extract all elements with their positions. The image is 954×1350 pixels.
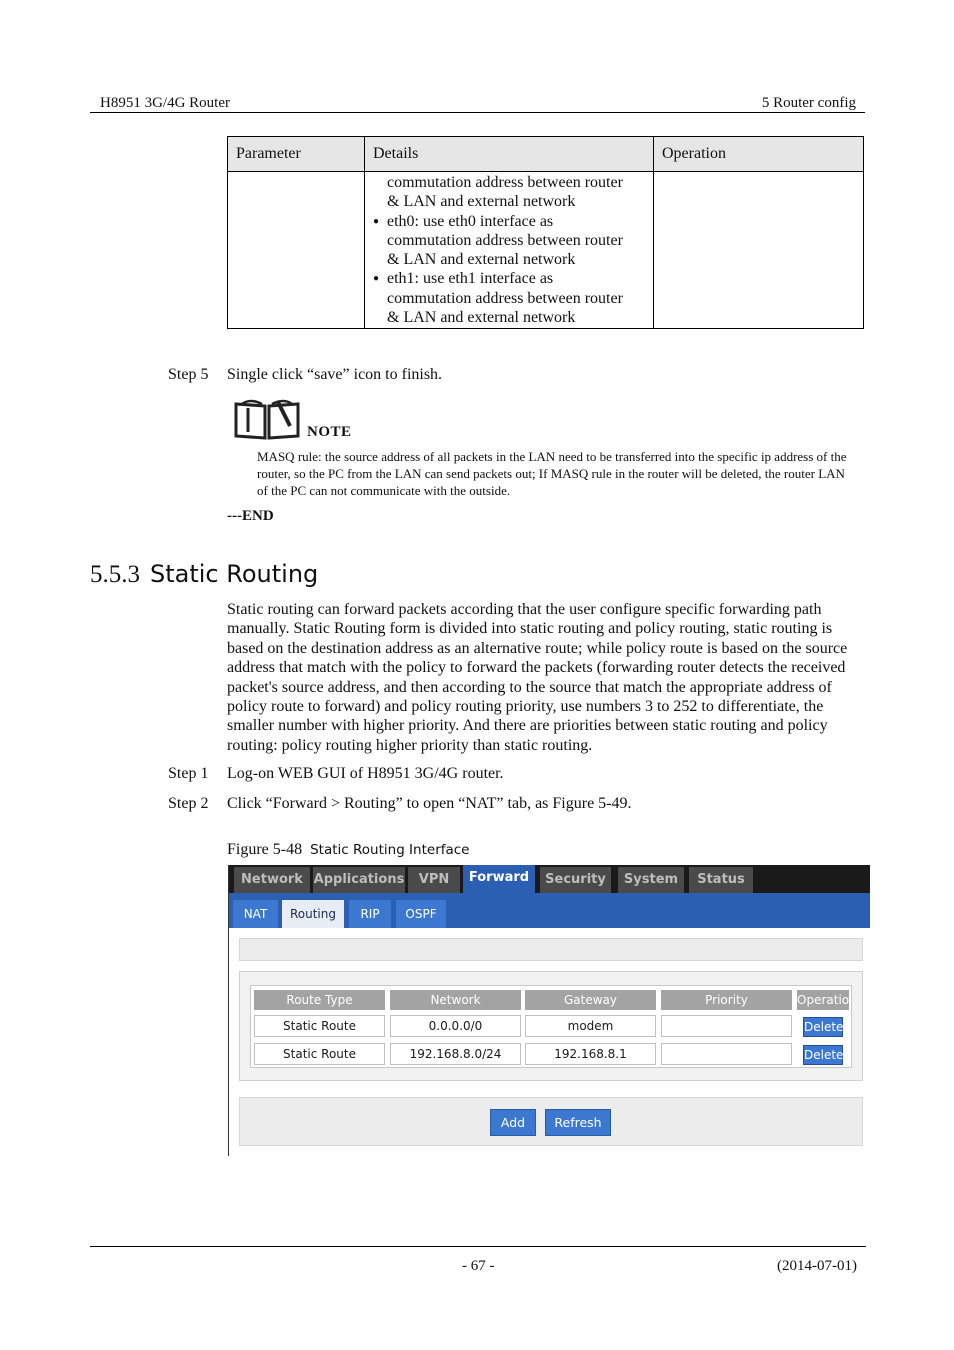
step-text: Log-on WEB GUI of H8951 3G/4G router. [227, 765, 504, 782]
subtab-nat[interactable]: NAT [233, 900, 278, 928]
section-title: Static Routing [150, 560, 319, 588]
step-label: Step 5 [168, 366, 209, 383]
top-nav [228, 865, 870, 893]
parameter-table [227, 136, 864, 329]
footer-rule [90, 1246, 866, 1247]
figure-title: Static Routing Interface [310, 842, 470, 858]
col-parameter: Parameter [228, 137, 365, 172]
section-number: 5.5.3 [90, 561, 140, 588]
details-bullet: ● eth1: use eth1 interface as [373, 269, 647, 288]
action-bar [239, 1097, 863, 1146]
subtab-ospf[interactable]: OSPF [396, 900, 446, 928]
col-route-type: Route Type [254, 990, 385, 1010]
details-line: commutation address between router [387, 231, 623, 249]
col-operation: Operatio [797, 990, 849, 1010]
operation-cell [654, 172, 864, 329]
step-text: Click “Forward > Routing” to open “NAT” tab, as Figure 5-49. [227, 795, 632, 812]
subtab-rip[interactable]: RIP [349, 900, 391, 928]
delete-button[interactable]: Delete [803, 1017, 843, 1037]
header-left: H8951 3G/4G Router [100, 95, 230, 111]
tab-vpn[interactable]: VPN [408, 867, 460, 893]
details-bullet: ● eth0: use eth0 interface as [373, 212, 647, 231]
note-label: NOTE [307, 424, 352, 440]
col-operation: Operation [654, 137, 864, 172]
cell-route-type: Static Route [254, 1043, 385, 1065]
tab-forward[interactable]: Forward [463, 865, 535, 893]
routes-panel [239, 971, 863, 1081]
tab-network[interactable]: Network [234, 867, 310, 893]
header-rule [90, 112, 865, 113]
header-right: 5 Router config [761, 95, 856, 111]
tab-system[interactable]: System [618, 867, 684, 893]
col-details: Details [365, 137, 654, 172]
end-marker: ---END [227, 508, 274, 524]
col-priority: Priority [661, 990, 792, 1010]
col-network: Network [390, 990, 521, 1010]
cell-network: 192.168.8.0/24 [390, 1043, 521, 1065]
add-button[interactable]: Add [490, 1109, 536, 1136]
router-ui-screenshot [228, 865, 870, 1156]
note-book-icon [232, 396, 302, 442]
tab-applications[interactable]: Applications [313, 867, 405, 893]
footer-date: (2014-07-01) [777, 1258, 857, 1274]
section-heading [90, 560, 318, 589]
details-line: & LAN and external network [387, 193, 576, 211]
frame-border [228, 865, 229, 1156]
ui-content [229, 928, 870, 1156]
title-bar [239, 938, 863, 961]
cell-route-type: Static Route [254, 1015, 385, 1037]
cell-network: 0.0.0.0/0 [390, 1015, 521, 1037]
cell-gateway: 192.168.8.1 [525, 1043, 656, 1065]
details-line: commutation address between router [387, 174, 623, 191]
step-label: Step 2 [168, 795, 209, 812]
body-paragraph: Static routing can forward packets according that the user configure specific forwarding path manually. Static Routing form is divided into static routing and policy routing, static routing is based on the destination address as an alternative route; while policy route is based on the source address that match with the policy to forward the packets (forwarding router detects the received packet's source address, and then according to the source that match the appropriate address of policy route to forward) and policy routing priority, use numbers 3 to 252 to differentiate, the smaller number with higher priority. And there are priorities between static routing and policy routing: policy routing higher priority than static routing. [227, 601, 848, 754]
refresh-button[interactable]: Refresh [545, 1109, 611, 1136]
tab-status[interactable]: Status [689, 867, 753, 893]
step-label: Step 1 [168, 765, 209, 782]
details-line: commutation address between router [387, 289, 623, 307]
tab-security[interactable]: Security [540, 867, 611, 893]
details-line: & LAN and external network [387, 251, 576, 269]
subtab-routing[interactable]: Routing [282, 900, 344, 928]
cell-gateway: modem [525, 1015, 656, 1037]
delete-button[interactable]: Delete [803, 1045, 843, 1065]
figure-number: Figure 5-48 [227, 841, 303, 858]
cell-priority [661, 1015, 792, 1037]
note-text: MASQ rule: the source address of all packets in the LAN need to be transferred into the specific ip address of the router, so the PC from the LAN can send packets out; If MASQ rule in the router will be deleted, the router LAN of the PC can not communicate with the outside. [257, 449, 847, 498]
page-number: - 67 - [462, 1258, 495, 1274]
cell-priority [661, 1043, 792, 1065]
details-line: & LAN and external network [387, 309, 576, 327]
routes-table [250, 985, 852, 1068]
sub-nav [228, 893, 870, 928]
figure-caption [227, 841, 470, 859]
col-gateway: Gateway [525, 990, 656, 1010]
step-text: Single click “save” icon to finish. [227, 366, 443, 383]
details-cell [365, 172, 654, 329]
parameter-cell [228, 172, 365, 329]
